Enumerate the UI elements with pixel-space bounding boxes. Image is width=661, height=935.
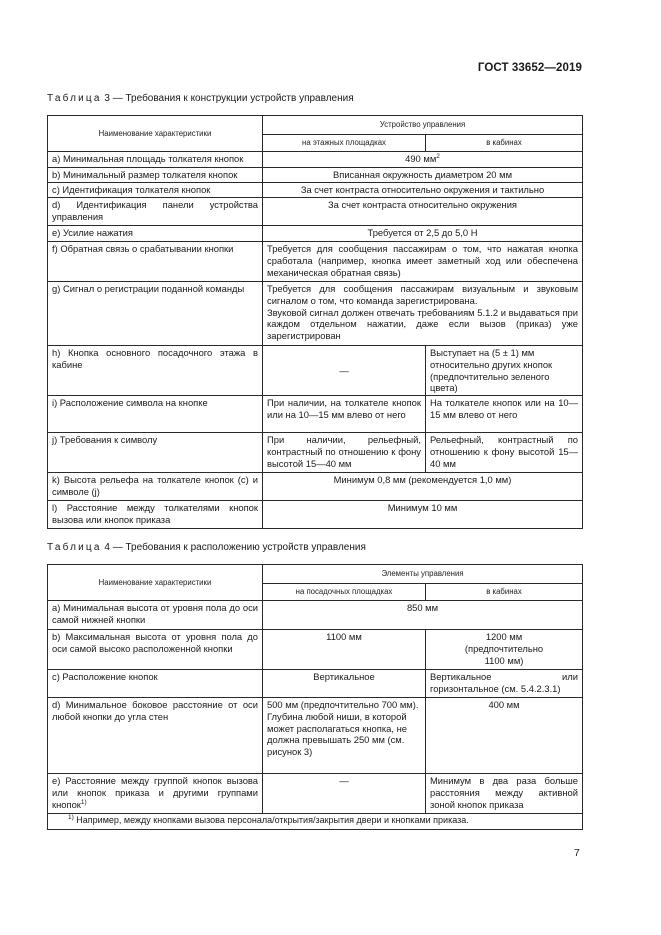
row-name: c) Идентификация толкателя кнопок	[48, 183, 263, 198]
row-value: 490 $мм^2$	[263, 152, 583, 168]
table-row	[48, 501, 583, 529]
row-value: 850 мм	[263, 601, 583, 630]
row-value-b: Минимум в два раза больше расстояния между активной зоной кнопок приказа	[426, 774, 583, 814]
row-value: Требуется для сообщения пассажирам визуальным и звуковым сигналом о том, что команда зарегистрирована. Звуковой сигнал должен отвечать требованиям 5.1.2 и выдаваться при каждом отдельном нажатии, даже если вызов (приказ) уже зарегистрирован	[263, 282, 583, 346]
table3-header-name: Наименование характеристики	[48, 116, 263, 152]
row-name: e) Расстояние между группой кнопок вызова или кнопок приказа и другими группами кнопок$^{1)}$	[48, 774, 263, 814]
row-name: d) Идентификация панели устройства управления	[48, 198, 263, 226]
row-name: b) Максимальная высота от уровня пола до оси самой высоко расположенной кнопки	[48, 630, 263, 670]
row-value: Минимум 10 мм	[263, 501, 583, 529]
row-value-b: Выступает на (5 ± 1) мм относительно других кнопок (предпочтительно зеленого цвета)	[426, 346, 583, 396]
table-row	[48, 198, 583, 226]
row-name: e) Усилие нажатия	[48, 226, 263, 242]
table-row	[48, 630, 583, 670]
table-footnote-row	[48, 814, 583, 830]
table3-caption-prefix: Таблица	[47, 93, 102, 104]
table-row	[48, 698, 583, 774]
row-value-a: 1100 мм	[263, 630, 426, 670]
row-name: а) Минимальная площадь толкателя кнопок	[48, 152, 263, 168]
row-value-a: 500 мм (предпочтительно 700 мм). Глубина любой ниши, в которой может располагаться кнопка, не должна превышать 250 мм (см. рисунок 3)	[263, 698, 426, 774]
table4-header-group: Элементы управления	[263, 565, 583, 584]
row-name: c) Расположение кнопок	[48, 670, 263, 698]
row-name: k) Высота рельефа на толкателе кнопок (c) и символе (j)	[48, 473, 263, 501]
row-name: j) Требования к символу	[48, 433, 263, 473]
row-name: d) Минимальное боковое расстояние от оси любой кнопки до угла стен	[48, 698, 263, 774]
table-row	[48, 282, 583, 346]
table-row	[48, 168, 583, 183]
table-row	[48, 346, 583, 396]
table4-header-a: на посадочных площадках	[263, 584, 426, 601]
row-name: a) Минимальная высота от уровня пола до оси самой нижней кнопки	[48, 601, 263, 630]
table3-header-a: на этажных площадках	[263, 135, 426, 152]
table4-header-b: в кабинах	[426, 584, 583, 601]
row-value-a: Вертикальное	[263, 670, 426, 698]
standard-number: ГОСТ 33652—2019	[477, 62, 582, 74]
table4-caption-prefix: Таблица	[47, 542, 102, 553]
row-value-b: На толкателе кнопок или на 10—15 мм влево от него	[426, 396, 583, 433]
table3-header-group: Устройство управления	[263, 116, 583, 135]
table3-header-b: в кабинах	[426, 135, 583, 152]
table3	[47, 115, 583, 529]
row-value-b: Рельефный, контрастный по отношению к фону высотой 15—40 мм	[426, 433, 583, 473]
row-value-b: 1200 мм (предпочтительно 1100 мм)	[426, 630, 583, 670]
row-name: b) Минимальный размер толкателя кнопок	[48, 168, 263, 183]
table4-caption-text: 4 — Требования к расположению устройств управления	[101, 542, 366, 553]
table-row	[48, 670, 583, 698]
row-name: h) Кнопка основного посадочного этажа в кабине	[48, 346, 263, 396]
table-row	[48, 183, 583, 198]
row-value: За счет контраста относительно окружения и тактильно	[263, 183, 583, 198]
table-row	[48, 242, 583, 282]
table4-header-name: Наименование характеристики	[48, 565, 263, 601]
row-name: l) Расстояние между толкателями кнопок вызова или кнопок приказа	[48, 501, 263, 529]
table4-caption	[47, 542, 366, 553]
row-value-a: При наличии, на толкателе кнопок или на 10—15 мм влево от него	[263, 396, 426, 433]
row-value-a: При наличии, рельефный, контрастный по отношению к фону высотой 15—40 мм	[263, 433, 426, 473]
table-row	[48, 774, 583, 814]
table-row	[48, 433, 583, 473]
table-row	[48, 152, 583, 168]
table-row	[48, 396, 583, 433]
footnote: $^{1)}$ Например, между кнопками вызова персонала/открытия/закрытия двери и кнопками приказа.	[48, 814, 583, 830]
row-value: За счет контраста относительно окружения	[263, 198, 583, 226]
table-row	[48, 473, 583, 501]
row-value: Требуется от 2,5 до 5,0 Н	[263, 226, 583, 242]
page-number: 7	[574, 847, 580, 859]
table-row	[48, 226, 583, 242]
row-value-a: —	[263, 774, 426, 814]
table3-caption-text: 3 — Требования к конструкции устройств управления	[101, 93, 354, 104]
row-value: Требуется для сообщения пассажирам о том, что нажатая кнопка сработала (например, кнопка имеет заметный ход или обеспечена механическая обратная связь)	[263, 242, 583, 282]
row-value-a: —	[263, 346, 426, 396]
table4	[47, 564, 583, 830]
table-row	[48, 601, 583, 630]
table3-caption	[47, 93, 354, 104]
row-value-b: 400 мм	[426, 698, 583, 774]
row-name: g) Сигнал о регистрации поданной команды	[48, 282, 263, 346]
row-name: i) Расположение символа на кнопке	[48, 396, 263, 433]
row-value: Минимум 0,8 мм (рекомендуется 1,0 мм)	[263, 473, 583, 501]
row-value: Вписанная окружность диаметром 20 мм	[263, 168, 583, 183]
row-name: f) Обратная связь о срабатывании кнопки	[48, 242, 263, 282]
row-value-b: Вертикальное или горизонтальное (см. 5.4.2.3.1)	[426, 670, 583, 698]
